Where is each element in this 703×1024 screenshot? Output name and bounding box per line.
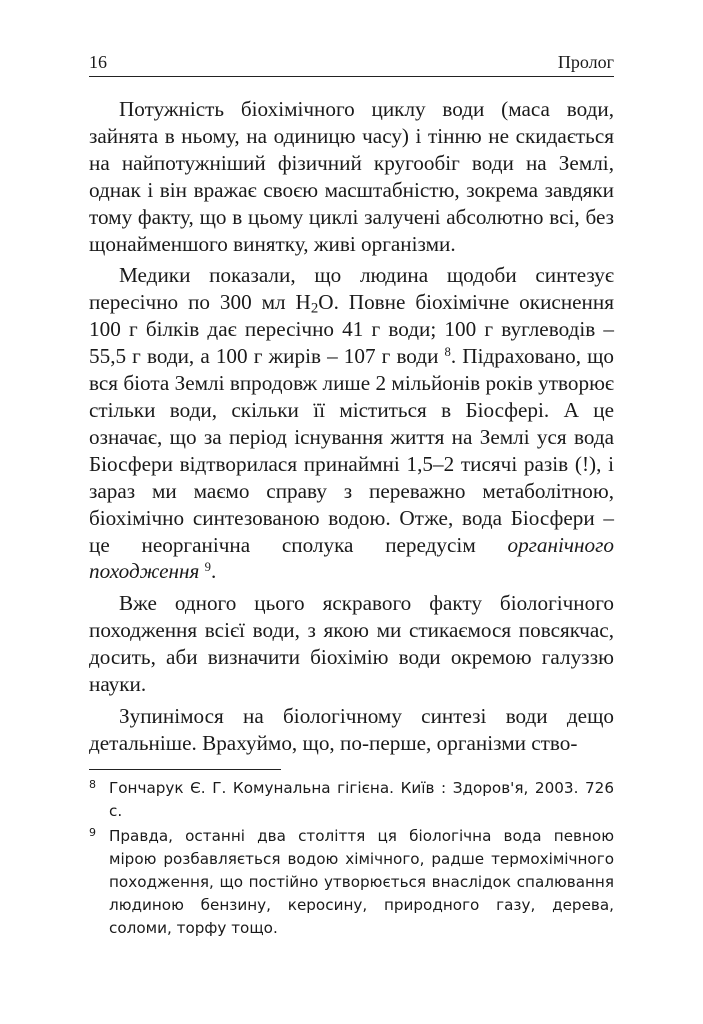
running-header bbox=[89, 52, 614, 76]
paragraph-4: Зупинімося на біологічному синтезі води дещо детальніше. Врахуймо, що, по-перше, організми ство- bbox=[89, 703, 614, 755]
footnote-rule bbox=[89, 769, 281, 770]
paragraph-2-part-c: . Підраховано, що вся біота Землі впродовж лише 2 мільйонів років утворює стільки води, скільки її міститься в Біосфері. А це означає, що за період існування життя на Землі уся вода Біосфери відтворилася принаймні 1,5–2 тисячі разів (!), і зараз ми маємо справу з переважно метаболітною, біохімічно синтезованою водою. Отже, вода Біосфери – це неорганічна сполука передусім bbox=[89, 344, 615, 557]
footnote-marker: 9 bbox=[89, 826, 96, 839]
paragraph-1: Потужність біохімічного циклу води (маса води, зайнята в ньому, на одиницю часу) і тінню не скидається на найпотужніший фізичний кругообіг води на Землі, однак і він вражає своєю масштабністю, зокрема завдяки тому факту, що в цьому циклі залучені абсолютно всі, без щонайменшого винятку, живі організми. bbox=[89, 97, 614, 256]
subscript-2: 2 bbox=[310, 301, 319, 318]
footnote-ref-9[interactable]: 9 bbox=[204, 560, 212, 575]
footnote-8 bbox=[89, 777, 614, 823]
footnote-text: Гончарук Є. Г. Комунальна гігієна. Київ : Здоров'я, 2003. 726 с. bbox=[109, 779, 614, 820]
footnote-9 bbox=[89, 825, 614, 940]
footnote-text: Правда, останні два століття ця біологічна вода певною мірою розбавляється водою хімічного, радше термохімічного походження, що постійно утворюється внаслідок спалювання людиною бензину, керосину, природного газу, дерева, соломи, торфу тощо. bbox=[109, 827, 614, 937]
footnotes bbox=[89, 777, 614, 942]
paragraph-2-part-d: . bbox=[211, 559, 217, 584]
paragraph-2-part-a: Медики показали, що людина щодоби синтезує пересічно по 300 мл H bbox=[89, 263, 614, 315]
italic-phrase: органічного походження bbox=[89, 532, 614, 584]
paragraph-3: Вже одного цього яскравого факту біологічного походження всієї води, з якою ми стикаємося повсякчас, досить, аби визначити біохімію води окремою галуззю науки. bbox=[89, 591, 614, 697]
footnote-marker: 8 bbox=[89, 778, 96, 791]
paragraph-2-part-b: O. Повне біохімічне окиснення 100 г білків дає пересічно 41 г води; 100 г вуглеводів – 55,5 г води, а 100 г жирів – 107 г води bbox=[89, 290, 614, 369]
paragraph-2 bbox=[89, 262, 614, 585]
footnote-ref-8[interactable]: 8 bbox=[444, 345, 451, 360]
main-text bbox=[89, 96, 614, 757]
page-number: 16 bbox=[89, 52, 107, 72]
header-rule bbox=[89, 76, 614, 77]
section-title: Пролог bbox=[557, 52, 614, 72]
